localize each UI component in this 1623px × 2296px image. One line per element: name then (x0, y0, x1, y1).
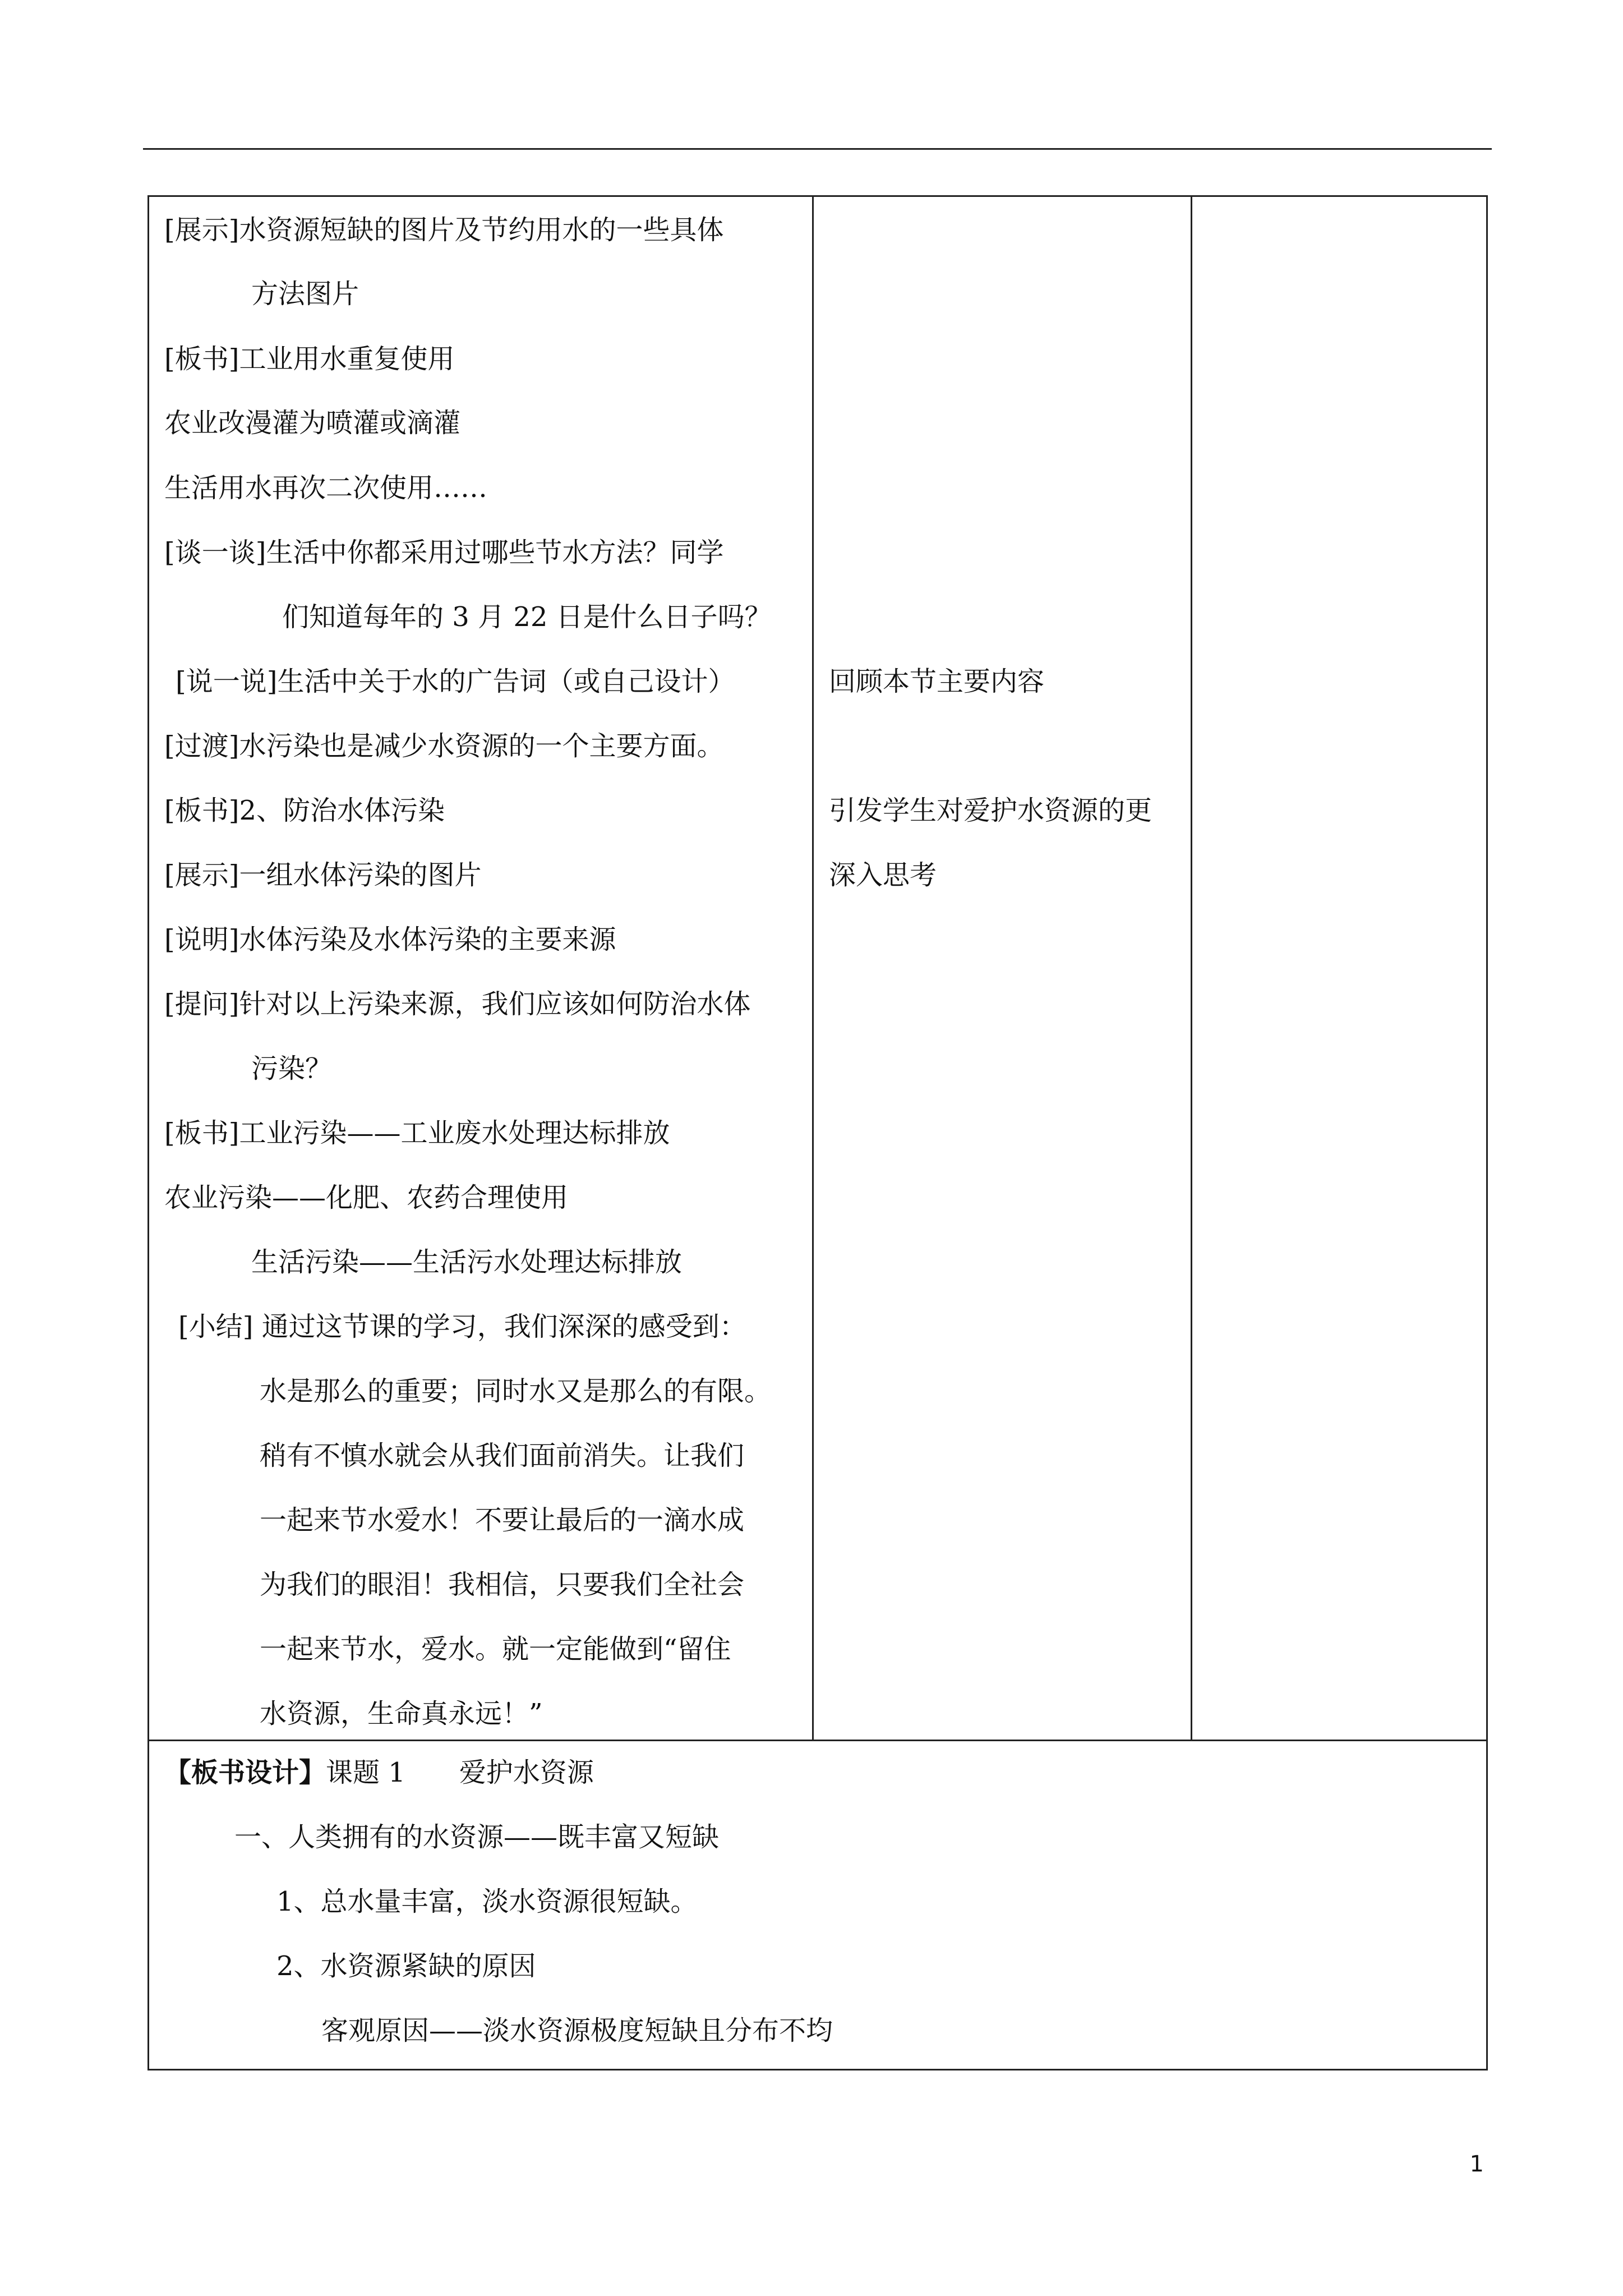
text-line: 为我们的眼泪！我相信，只要我们全社会 (260, 1569, 745, 1600)
row-divider (147, 1740, 1488, 1741)
header-rule (143, 148, 1492, 150)
column-divider-2 (1191, 195, 1192, 1740)
board-design-title (164, 1756, 594, 1789)
text-line: 回顾本节主要内容 (829, 666, 1045, 697)
board-design-label: 【板书设计】 (164, 1757, 326, 1788)
text-line: 一起来节水爱水！不要让最后的一滴水成 (260, 1504, 745, 1536)
text-line: 农业污染——化肥、农药合理使用 (164, 1182, 569, 1213)
text-line: [提问]针对以上污染来源，我们应该如何防治水体 (164, 988, 751, 1020)
page-number: 1 (1469, 2151, 1484, 2177)
text-line: [板书]工业用水重复使用 (164, 343, 455, 375)
text-line: 们知道每年的 3 月 22 日是什么日子吗？ (282, 601, 772, 633)
text-line: 稍有不慎水就会从我们面前消失。让我们 (260, 1440, 745, 1471)
text-line: [过渡]水污染也是减少水资源的一个主要方面。 (164, 730, 724, 762)
text-line: 生活用水再次二次使用…… (164, 472, 488, 504)
text-line: 2、水资源紧缺的原因 (276, 1950, 536, 1982)
text-line: 1、总水量丰富，淡水资源很短缺。 (276, 1886, 698, 1917)
text-line: 一起来节水，爱水。就一定能做到“留住 (260, 1634, 731, 1665)
text-line: 污染？ (251, 1053, 333, 1084)
text-line: 生活污染——生活污水处理达标排放 (251, 1246, 683, 1278)
text-line: [展示]一组水体污染的图片 (164, 859, 482, 891)
text-line: [板书]工业污染——工业废水处理达标排放 (164, 1117, 670, 1149)
text-line: 农业改漫灌为喷灌或滴灌 (164, 407, 461, 439)
text-line: 一、人类拥有的水资源——既丰富又短缺 (234, 1821, 720, 1853)
text-line: [板书]2、防治水体污染 (164, 795, 445, 826)
text-line: 水资源，生命真永远！” (260, 1698, 543, 1729)
text-line: 客观原因——淡水资源极度短缺且分布不均 (321, 2015, 833, 2046)
text-line: [说明]水体污染及水体污染的主要来源 (164, 924, 616, 955)
text-line: 水是那么的重要；同时水又是那么的有限。 (260, 1375, 772, 1407)
text-line: 深入思考 (829, 859, 937, 891)
text-line: 引发学生对爱护水资源的更 (829, 795, 1152, 826)
text-line: [谈一谈]生活中你都采用过哪些节水方法？同学 (164, 537, 724, 568)
text-line: 方法图片 (251, 278, 359, 310)
text-line: [展示]水资源短缺的图片及节约用水的一些具体 (164, 214, 724, 246)
text-line: [说一说]生活中关于水的广告词（或自己设计） (176, 666, 735, 697)
board-design-topic: 课题 1 爱护水资源 (326, 1757, 594, 1788)
column-divider-1 (812, 195, 814, 1740)
text-line: [小结] 通过这节课的学习，我们深深的感受到： (178, 1311, 746, 1342)
